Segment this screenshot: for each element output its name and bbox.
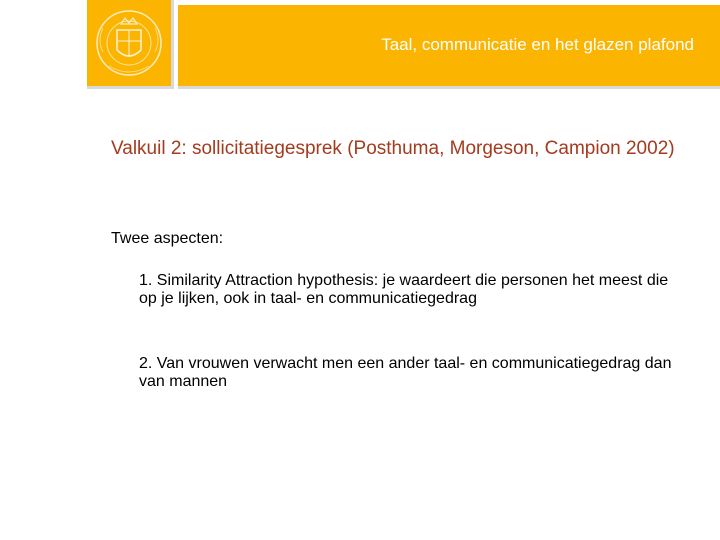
intro-text: Twee aspecten: [111,230,224,247]
header-title: Taal, communicatie en het glazen plafond [381,35,694,54]
university-seal-icon [87,0,171,86]
point-1: 1. Similarity Attraction hypothesis: je waardeert die personen het meest die op je lijken, ook in taal- en communicatiegedrag [139,272,669,307]
title-bar [178,5,720,89]
slide-heading: Valkuil 2: sollicitatiegesprek (Posthuma, Morgeson, Campion 2002) [111,138,675,159]
logo-box [87,0,174,89]
point-2: 2. Van vrouwen verwacht men een ander taal- en communicatiegedrag dan van mannen [139,355,672,390]
